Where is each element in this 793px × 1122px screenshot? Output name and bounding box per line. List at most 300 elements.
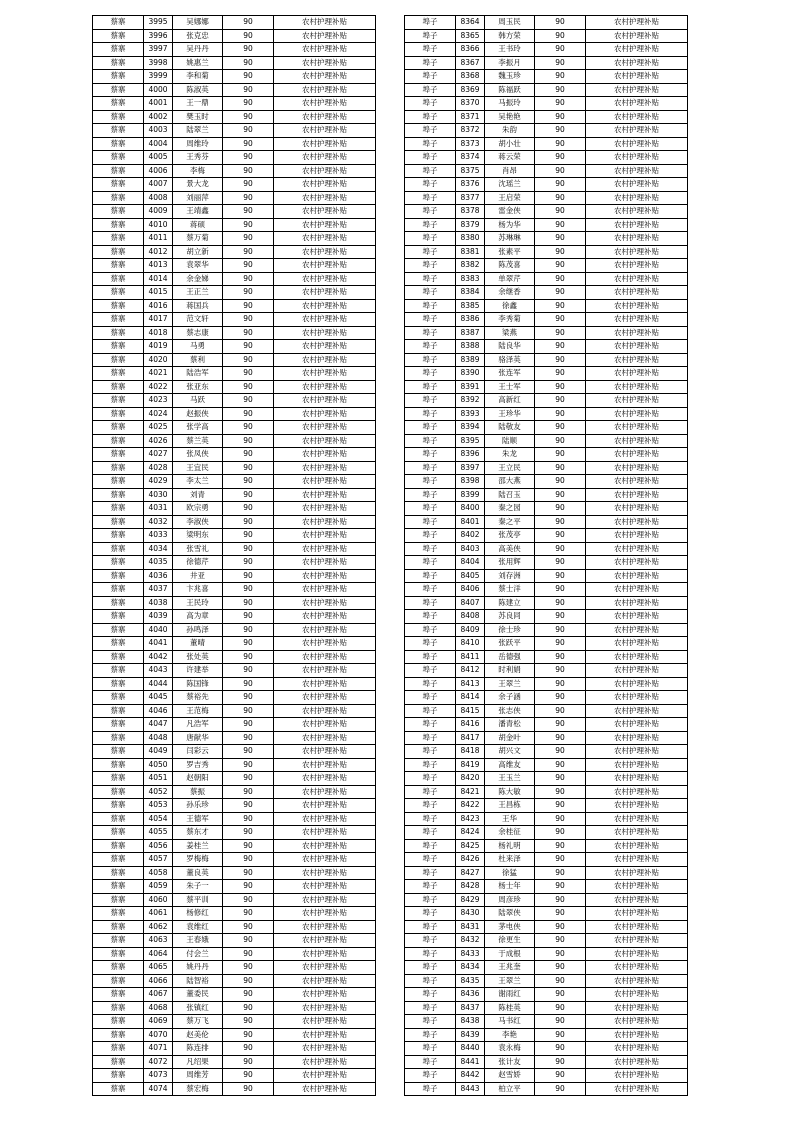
table-row xyxy=(405,677,688,691)
table-row xyxy=(93,232,376,246)
amount-cell: 90 xyxy=(223,623,274,637)
amount-cell: 90 xyxy=(223,1042,274,1056)
name-cell: 陆智裕 xyxy=(173,974,223,988)
name-cell: 王翠兰 xyxy=(485,974,535,988)
table-row xyxy=(405,259,688,273)
amount-cell: 90 xyxy=(223,97,274,111)
table-row xyxy=(405,502,688,516)
subsidy-type-cell: 农村护理补贴 xyxy=(586,839,688,853)
town-cell: 埠子 xyxy=(405,812,456,826)
serial-number-cell: 8418 xyxy=(456,745,485,759)
table-row xyxy=(405,218,688,232)
amount-cell: 90 xyxy=(223,178,274,192)
town-cell: 埠子 xyxy=(405,488,456,502)
serial-number-cell: 8402 xyxy=(456,529,485,543)
name-cell: 吴艳艳 xyxy=(485,110,535,124)
amount-cell: 90 xyxy=(223,596,274,610)
name-cell: 岳德强 xyxy=(485,650,535,664)
table-row xyxy=(93,245,376,259)
subsidy-type-cell: 农村护理补贴 xyxy=(274,1042,376,1056)
amount-cell: 90 xyxy=(223,326,274,340)
table-row xyxy=(93,29,376,43)
serial-number-cell: 4063 xyxy=(144,934,173,948)
name-cell: 陈国锋 xyxy=(173,677,223,691)
name-cell: 闫彩云 xyxy=(173,745,223,759)
name-cell: 陈大敏 xyxy=(485,785,535,799)
subsidy-type-cell: 农村护理补贴 xyxy=(586,218,688,232)
town-cell: 埠子 xyxy=(405,475,456,489)
name-cell: 蔡士洋 xyxy=(485,583,535,597)
town-cell: 蔡寨 xyxy=(93,826,144,840)
subsidy-type-cell: 农村护理补贴 xyxy=(274,1015,376,1029)
subsidy-type-cell: 农村护理补贴 xyxy=(274,542,376,556)
town-cell: 蔡寨 xyxy=(93,340,144,354)
town-cell: 蔡寨 xyxy=(93,421,144,435)
subsidy-type-cell: 农村护理补贴 xyxy=(586,232,688,246)
serial-number-cell: 4027 xyxy=(144,448,173,462)
serial-number-cell: 8379 xyxy=(456,218,485,232)
table-row xyxy=(405,137,688,151)
town-cell: 蔡寨 xyxy=(93,245,144,259)
table-row xyxy=(93,1028,376,1042)
town-cell: 埠子 xyxy=(405,124,456,138)
serial-number-cell: 4029 xyxy=(144,475,173,489)
subsidy-type-cell: 农村护理补贴 xyxy=(274,97,376,111)
amount-cell: 90 xyxy=(535,124,586,138)
name-cell: 杜来泽 xyxy=(485,853,535,867)
town-cell: 蔡寨 xyxy=(93,70,144,84)
town-cell: 埠子 xyxy=(405,43,456,57)
table-row xyxy=(93,1015,376,1029)
name-cell: 余桂征 xyxy=(485,826,535,840)
name-cell: 陈淑英 xyxy=(173,83,223,97)
name-cell: 蔡万菊 xyxy=(173,232,223,246)
name-cell: 余子涵 xyxy=(485,691,535,705)
name-cell: 蔡万飞 xyxy=(173,1015,223,1029)
serial-number-cell: 8392 xyxy=(456,394,485,408)
subsidy-type-cell: 农村护理补贴 xyxy=(586,650,688,664)
table-row xyxy=(405,907,688,921)
amount-cell: 90 xyxy=(223,515,274,529)
town-cell: 蔡寨 xyxy=(93,232,144,246)
subsidy-type-cell: 农村护理补贴 xyxy=(274,286,376,300)
name-cell: 王范梅 xyxy=(173,704,223,718)
serial-number-cell: 3999 xyxy=(144,70,173,84)
serial-number-cell: 4048 xyxy=(144,731,173,745)
name-cell: 陈桂英 xyxy=(485,1001,535,1015)
serial-number-cell: 8367 xyxy=(456,56,485,70)
amount-cell: 90 xyxy=(223,772,274,786)
subsidy-type-cell: 农村护理补贴 xyxy=(586,758,688,772)
subsidy-type-cell: 农村护理补贴 xyxy=(274,380,376,394)
amount-cell: 90 xyxy=(535,110,586,124)
table-row xyxy=(405,475,688,489)
subsidy-type-cell: 农村护理补贴 xyxy=(274,529,376,543)
table-row xyxy=(93,826,376,840)
subsidy-type-cell: 农村护理补贴 xyxy=(274,16,376,30)
amount-cell: 90 xyxy=(223,853,274,867)
town-cell: 埠子 xyxy=(405,394,456,408)
town-cell: 埠子 xyxy=(405,785,456,799)
name-cell: 范文轩 xyxy=(173,313,223,327)
table-row xyxy=(93,164,376,178)
serial-number-cell: 3997 xyxy=(144,43,173,57)
subsidy-type-cell: 农村护理补贴 xyxy=(274,272,376,286)
town-cell: 埠子 xyxy=(405,205,456,219)
amount-cell: 90 xyxy=(535,637,586,651)
serial-number-cell: 4061 xyxy=(144,907,173,921)
table-row xyxy=(405,839,688,853)
name-cell: 赵美伦 xyxy=(173,1028,223,1042)
serial-number-cell: 8442 xyxy=(456,1069,485,1083)
amount-cell: 90 xyxy=(535,1055,586,1069)
name-cell: 徐猛 xyxy=(485,866,535,880)
town-cell: 埠子 xyxy=(405,934,456,948)
subsidy-type-cell: 农村护理补贴 xyxy=(274,488,376,502)
name-cell: 柏立平 xyxy=(485,1082,535,1096)
name-cell: 王民玲 xyxy=(173,596,223,610)
amount-cell: 90 xyxy=(223,866,274,880)
amount-cell: 90 xyxy=(223,988,274,1002)
subsidy-type-cell: 农村护理补贴 xyxy=(274,718,376,732)
table-row xyxy=(93,569,376,583)
subsidy-type-cell: 农村护理补贴 xyxy=(586,475,688,489)
amount-cell: 90 xyxy=(535,934,586,948)
amount-cell: 90 xyxy=(535,772,586,786)
name-cell: 吴娜娜 xyxy=(173,16,223,30)
town-cell: 埠子 xyxy=(405,596,456,610)
serial-number-cell: 8400 xyxy=(456,502,485,516)
amount-cell: 90 xyxy=(223,799,274,813)
subsidy-type-cell: 农村护理补贴 xyxy=(586,286,688,300)
subsidy-type-cell: 农村护理补贴 xyxy=(274,461,376,475)
serial-number-cell: 4032 xyxy=(144,515,173,529)
table-row xyxy=(405,1082,688,1096)
town-cell: 蔡寨 xyxy=(93,731,144,745)
name-cell: 于成根 xyxy=(485,947,535,961)
table-row xyxy=(405,272,688,286)
serial-number-cell: 8429 xyxy=(456,893,485,907)
town-cell: 埠子 xyxy=(405,1001,456,1015)
amount-cell: 90 xyxy=(535,488,586,502)
town-cell: 埠子 xyxy=(405,623,456,637)
name-cell: 张学高 xyxy=(173,421,223,435)
amount-cell: 90 xyxy=(535,583,586,597)
amount-cell: 90 xyxy=(223,245,274,259)
serial-number-cell: 8410 xyxy=(456,637,485,651)
serial-number-cell: 4022 xyxy=(144,380,173,394)
town-cell: 埠子 xyxy=(405,893,456,907)
serial-number-cell: 4021 xyxy=(144,367,173,381)
amount-cell: 90 xyxy=(223,299,274,313)
table-row xyxy=(93,97,376,111)
town-cell: 埠子 xyxy=(405,191,456,205)
town-cell: 蔡寨 xyxy=(93,259,144,273)
amount-cell: 90 xyxy=(535,340,586,354)
serial-number-cell: 4040 xyxy=(144,623,173,637)
table-row xyxy=(405,583,688,597)
serial-number-cell: 8417 xyxy=(456,731,485,745)
subsidy-type-cell: 农村护理补贴 xyxy=(586,542,688,556)
name-cell: 梁明东 xyxy=(173,529,223,543)
town-cell: 蔡寨 xyxy=(93,380,144,394)
town-cell: 埠子 xyxy=(405,826,456,840)
amount-cell: 90 xyxy=(535,353,586,367)
name-cell: 马勇 xyxy=(173,340,223,354)
serial-number-cell: 4062 xyxy=(144,920,173,934)
serial-number-cell: 4009 xyxy=(144,205,173,219)
table-row xyxy=(405,893,688,907)
name-cell: 王昌栋 xyxy=(485,799,535,813)
table-row xyxy=(405,232,688,246)
subsidy-type-cell: 农村护理补贴 xyxy=(274,812,376,826)
amount-cell: 90 xyxy=(535,421,586,435)
amount-cell: 90 xyxy=(223,569,274,583)
table-row xyxy=(93,137,376,151)
amount-cell: 90 xyxy=(223,448,274,462)
table-row xyxy=(93,799,376,813)
town-cell: 蔡寨 xyxy=(93,475,144,489)
subsidy-type-cell: 农村护理补贴 xyxy=(274,313,376,327)
amount-cell: 90 xyxy=(223,394,274,408)
town-cell: 蔡寨 xyxy=(93,16,144,30)
subsidy-type-cell: 农村护理补贴 xyxy=(274,29,376,43)
name-cell: 孙鸣泽 xyxy=(173,623,223,637)
serial-number-cell: 8439 xyxy=(456,1028,485,1042)
subsidy-type-cell: 农村护理补贴 xyxy=(274,947,376,961)
town-cell: 蔡寨 xyxy=(93,313,144,327)
subsidy-type-cell: 农村护理补贴 xyxy=(274,394,376,408)
name-cell: 周维玲 xyxy=(173,137,223,151)
serial-number-cell: 4004 xyxy=(144,137,173,151)
subsidy-type-cell: 农村护理补贴 xyxy=(274,83,376,97)
serial-number-cell: 4049 xyxy=(144,745,173,759)
table-row xyxy=(405,16,688,30)
serial-number-cell: 8409 xyxy=(456,623,485,637)
town-cell: 蔡寨 xyxy=(93,785,144,799)
amount-cell: 90 xyxy=(535,691,586,705)
town-cell: 蔡寨 xyxy=(93,1001,144,1015)
town-cell: 埠子 xyxy=(405,515,456,529)
name-cell: 周维芳 xyxy=(173,1069,223,1083)
serial-number-cell: 4007 xyxy=(144,178,173,192)
table-row xyxy=(93,947,376,961)
table-row xyxy=(405,434,688,448)
subsidy-type-cell: 农村护理补贴 xyxy=(274,839,376,853)
serial-number-cell: 4042 xyxy=(144,650,173,664)
subsidy-type-cell: 农村护理补贴 xyxy=(274,151,376,165)
table-row xyxy=(93,691,376,705)
serial-number-cell: 8373 xyxy=(456,137,485,151)
subsidy-type-cell: 农村护理补贴 xyxy=(586,340,688,354)
table-row xyxy=(93,542,376,556)
table-row xyxy=(93,704,376,718)
town-cell: 埠子 xyxy=(405,434,456,448)
amount-cell: 90 xyxy=(223,70,274,84)
serial-number-cell: 4047 xyxy=(144,718,173,732)
town-cell: 埠子 xyxy=(405,839,456,853)
serial-number-cell: 8416 xyxy=(456,718,485,732)
serial-number-cell: 8435 xyxy=(456,974,485,988)
subsidy-type-cell: 农村护理补贴 xyxy=(274,866,376,880)
serial-number-cell: 8397 xyxy=(456,461,485,475)
table-row xyxy=(93,178,376,192)
serial-number-cell: 4071 xyxy=(144,1042,173,1056)
town-cell: 蔡寨 xyxy=(93,772,144,786)
table-row xyxy=(93,785,376,799)
name-cell: 高维友 xyxy=(485,758,535,772)
amount-cell: 90 xyxy=(535,542,586,556)
town-cell: 蔡寨 xyxy=(93,947,144,961)
amount-cell: 90 xyxy=(223,731,274,745)
amount-cell: 90 xyxy=(223,43,274,57)
subsidy-type-cell: 农村护理补贴 xyxy=(274,596,376,610)
amount-cell: 90 xyxy=(535,83,586,97)
town-cell: 蔡寨 xyxy=(93,137,144,151)
subsidy-type-cell: 农村护理补贴 xyxy=(274,1001,376,1015)
serial-number-cell: 8406 xyxy=(456,583,485,597)
serial-number-cell: 4020 xyxy=(144,353,173,367)
subsidy-type-cell: 农村护理补贴 xyxy=(274,421,376,435)
table-row xyxy=(93,380,376,394)
subsidy-type-cell: 农村护理补贴 xyxy=(586,1028,688,1042)
serial-number-cell: 8415 xyxy=(456,704,485,718)
table-row xyxy=(93,556,376,570)
serial-number-cell: 8364 xyxy=(456,16,485,30)
table-row xyxy=(405,124,688,138)
table-row xyxy=(93,340,376,354)
subsidy-type-cell: 农村护理补贴 xyxy=(586,380,688,394)
name-cell: 周玉民 xyxy=(485,16,535,30)
table-row xyxy=(93,758,376,772)
town-cell: 埠子 xyxy=(405,677,456,691)
town-cell: 埠子 xyxy=(405,583,456,597)
table-row xyxy=(405,988,688,1002)
serial-number-cell: 8408 xyxy=(456,610,485,624)
name-cell: 王正兰 xyxy=(173,286,223,300)
serial-number-cell: 4025 xyxy=(144,421,173,435)
serial-number-cell: 8405 xyxy=(456,569,485,583)
amount-cell: 90 xyxy=(535,718,586,732)
serial-number-cell: 8421 xyxy=(456,785,485,799)
name-cell: 时利娟 xyxy=(485,664,535,678)
subsidy-type-cell: 农村护理补贴 xyxy=(586,610,688,624)
subsidy-type-cell: 农村护理补贴 xyxy=(586,164,688,178)
town-cell: 埠子 xyxy=(405,29,456,43)
amount-cell: 90 xyxy=(535,758,586,772)
subsidy-type-cell: 农村护理补贴 xyxy=(274,556,376,570)
town-cell: 埠子 xyxy=(405,83,456,97)
serial-number-cell: 4003 xyxy=(144,124,173,138)
town-cell: 蔡寨 xyxy=(93,434,144,448)
town-cell: 蔡寨 xyxy=(93,920,144,934)
serial-number-cell: 8437 xyxy=(456,1001,485,1015)
town-cell: 埠子 xyxy=(405,1028,456,1042)
subsidy-type-cell: 农村护理补贴 xyxy=(586,1001,688,1015)
table-row xyxy=(405,610,688,624)
amount-cell: 90 xyxy=(223,421,274,435)
table-row xyxy=(405,313,688,327)
subsidy-type-cell: 农村护理补贴 xyxy=(586,313,688,327)
serial-number-cell: 8389 xyxy=(456,353,485,367)
amount-cell: 90 xyxy=(223,947,274,961)
name-cell: 孙乐珍 xyxy=(173,799,223,813)
subsidy-type-cell: 农村护理补贴 xyxy=(586,191,688,205)
serial-number-cell: 4008 xyxy=(144,191,173,205)
table-row xyxy=(93,596,376,610)
name-cell: 周彦珍 xyxy=(485,893,535,907)
town-cell: 埠子 xyxy=(405,407,456,421)
amount-cell: 90 xyxy=(223,151,274,165)
subsidy-type-cell: 农村护理补贴 xyxy=(586,326,688,340)
amount-cell: 90 xyxy=(535,704,586,718)
name-cell: 陆翠侠 xyxy=(485,907,535,921)
name-cell: 秦之园 xyxy=(485,502,535,516)
table-row xyxy=(405,43,688,57)
serial-number-cell: 4053 xyxy=(144,799,173,813)
name-cell: 张亚东 xyxy=(173,380,223,394)
town-cell: 蔡寨 xyxy=(93,718,144,732)
name-cell: 姚丹丹 xyxy=(173,961,223,975)
serial-number-cell: 3996 xyxy=(144,29,173,43)
amount-cell: 90 xyxy=(223,920,274,934)
town-cell: 蔡寨 xyxy=(93,866,144,880)
town-cell: 蔡寨 xyxy=(93,56,144,70)
serial-number-cell: 8443 xyxy=(456,1082,485,1096)
amount-cell: 90 xyxy=(535,623,586,637)
name-cell: 卞兆喜 xyxy=(173,583,223,597)
town-cell: 埠子 xyxy=(405,745,456,759)
subsidy-type-cell: 农村护理补贴 xyxy=(586,596,688,610)
town-cell: 蔡寨 xyxy=(93,299,144,313)
table-row xyxy=(405,866,688,880)
serial-number-cell: 8398 xyxy=(456,475,485,489)
subsidy-type-cell: 农村护理补贴 xyxy=(586,299,688,313)
table-row xyxy=(405,1028,688,1042)
subsidy-type-cell: 农村护理补贴 xyxy=(586,353,688,367)
serial-number-cell: 3998 xyxy=(144,56,173,70)
table-row xyxy=(93,272,376,286)
amount-cell: 90 xyxy=(535,434,586,448)
amount-cell: 90 xyxy=(535,907,586,921)
name-cell: 罗梅梅 xyxy=(173,853,223,867)
town-cell: 埠子 xyxy=(405,880,456,894)
name-cell: 王兆奎 xyxy=(485,961,535,975)
subsidy-type-cell: 农村护理补贴 xyxy=(274,164,376,178)
table-row xyxy=(93,259,376,273)
table-row xyxy=(93,299,376,313)
town-cell: 蔡寨 xyxy=(93,623,144,637)
table-row xyxy=(405,758,688,772)
amount-cell: 90 xyxy=(223,191,274,205)
subsidy-type-cell: 农村护理补贴 xyxy=(274,475,376,489)
subsidy-type-cell: 农村护理补贴 xyxy=(586,988,688,1002)
town-cell: 埠子 xyxy=(405,245,456,259)
name-cell: 张处英 xyxy=(173,650,223,664)
serial-number-cell: 4039 xyxy=(144,610,173,624)
town-cell: 蔡寨 xyxy=(93,839,144,853)
town-cell: 埠子 xyxy=(405,502,456,516)
serial-number-cell: 8420 xyxy=(456,772,485,786)
town-cell: 埠子 xyxy=(405,704,456,718)
table-row xyxy=(93,650,376,664)
table-row xyxy=(93,677,376,691)
amount-cell: 90 xyxy=(223,704,274,718)
serial-number-cell: 4050 xyxy=(144,758,173,772)
table-row xyxy=(405,623,688,637)
subsidy-type-cell: 农村护理补贴 xyxy=(274,610,376,624)
table-row xyxy=(405,772,688,786)
